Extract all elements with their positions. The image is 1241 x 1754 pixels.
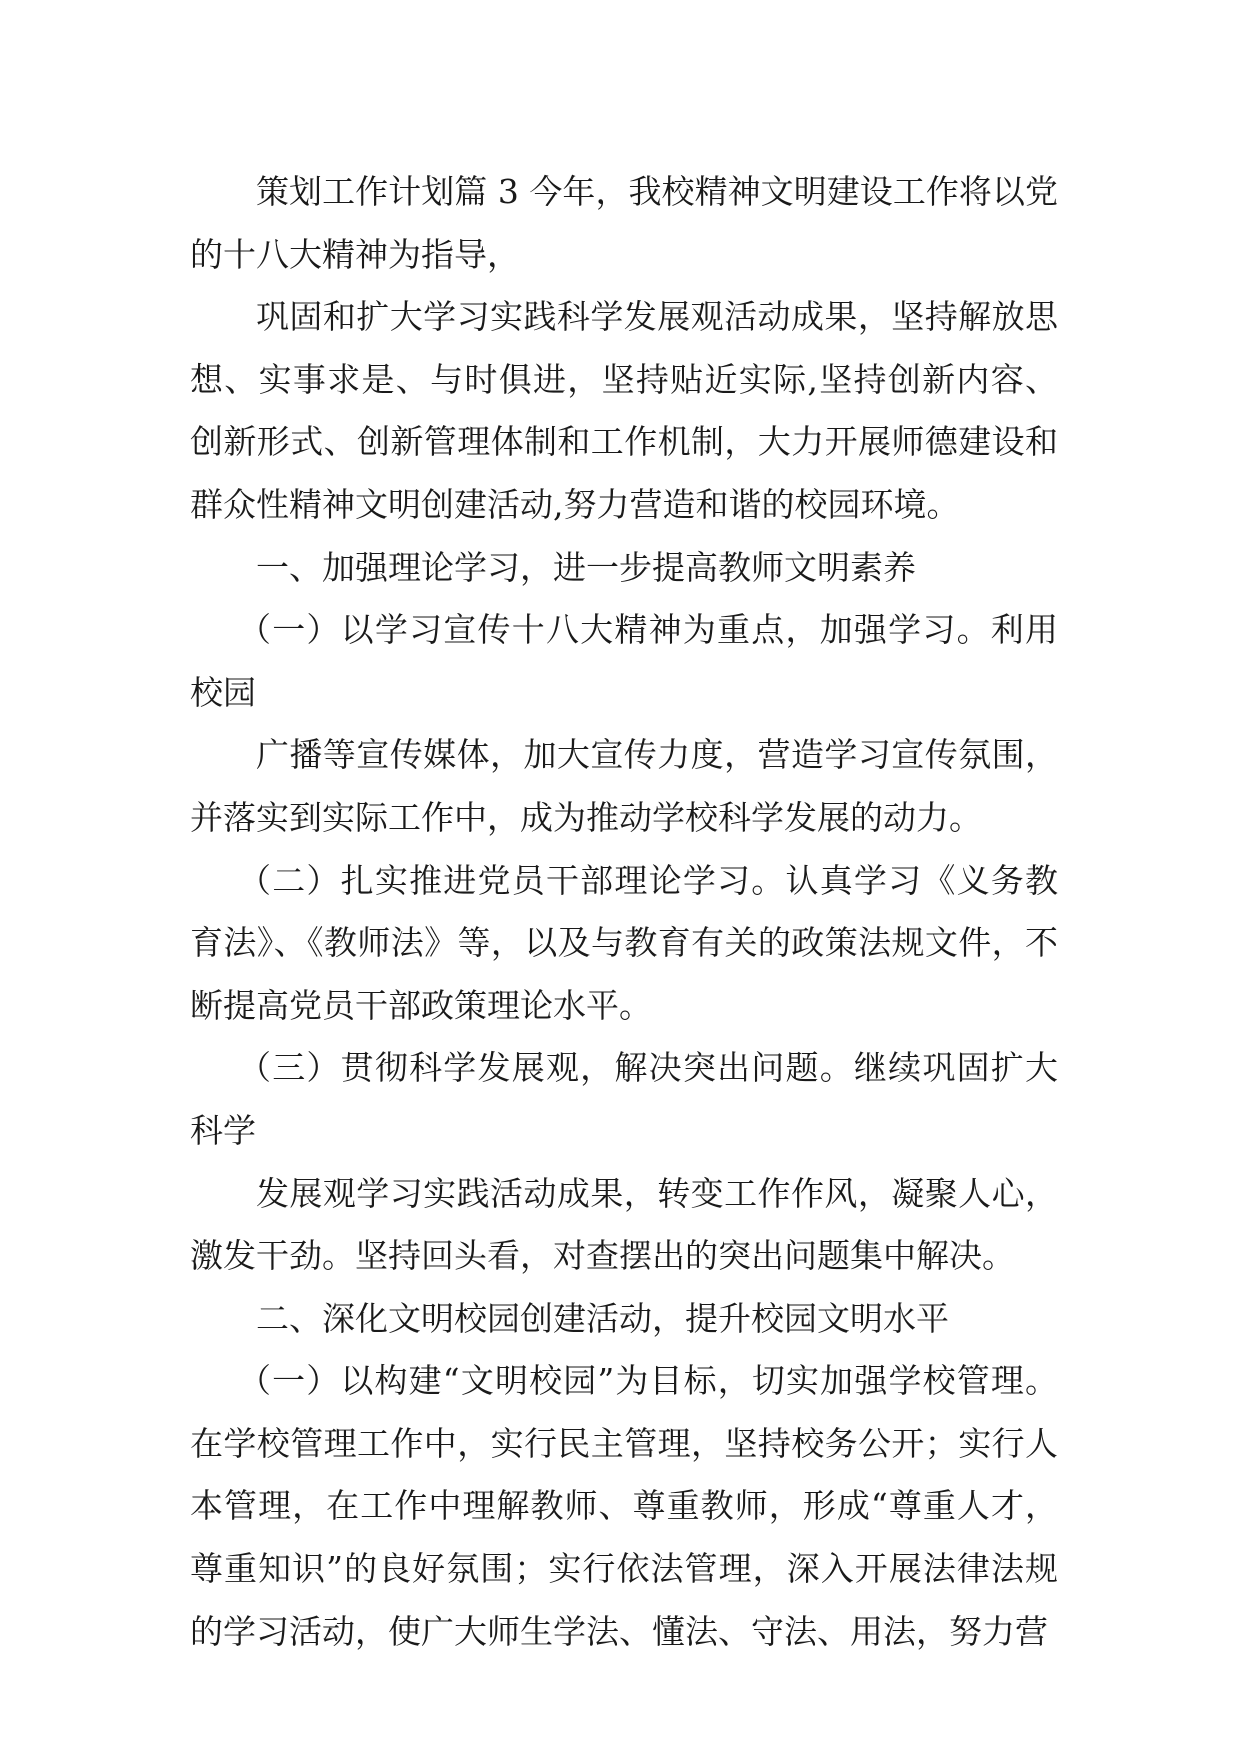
subsection-1-1: （一）以学习宣传十八大精神为重点，加强学习。利用校园	[190, 610, 1058, 712]
paragraph-guiding-principles: 巩固和扩大学习实践科学发展观活动成果，坚持解放思想、实事求是、与时俱进，坚持贴近实际,坚持创新内容、创新形式、创新管理体制和工作机制，大力开展师德建设和群众性精神文明创建活动,努力营造和谐的校园环境。	[190, 297, 1058, 524]
section-heading-2: 二、深化文明校园创建活动，提升校园文明水平	[256, 1298, 949, 1338]
section-heading-1: 一、加强理论学习，进一步提高教师文明素养	[256, 547, 916, 587]
document-body	[190, 161, 1058, 1663]
paragraph-development: 发展观学习实践活动成果，转变工作作风，凝聚人心，激发干劲。坚持回头看，对查摆出的突出问题集中解决。	[190, 1173, 1058, 1276]
paragraph-intro: 策划工作计划篇 3 今年，我校精神文明建设工作将以党的十八大精神为指导，	[190, 172, 1058, 274]
subsection-1-2: （二）扎实推进党员干部理论学习。认真学习《义务教育法》、《教师法》等，以及与教育有关的政策法规文件，不断提高党员干部政策理论水平。	[190, 860, 1058, 1025]
subsection-1-3: （三）贯彻科学发展观，解决突出问题。继续巩固扩大科学	[190, 1048, 1058, 1150]
paragraph-broadcast: 广播等宣传媒体，加大宣传力度，营造学习宣传氛围，并落实到实际工作中，成为推动学校科学发展的动力。	[190, 735, 1058, 837]
subsection-2-1: （一）以构建“文明校园”为目标，切实加强学校管理。在学校管理工作中，实行民主管理，坚持校务公开；实行人本管理，在工作中理解教师、尊重教师，形成“尊重人才，尊重知识”的良好氛围；实行依法管理，深入开展法律法规的学习活动，使广大师生学法、懂法、守法、用法，努力营	[190, 1361, 1058, 1651]
